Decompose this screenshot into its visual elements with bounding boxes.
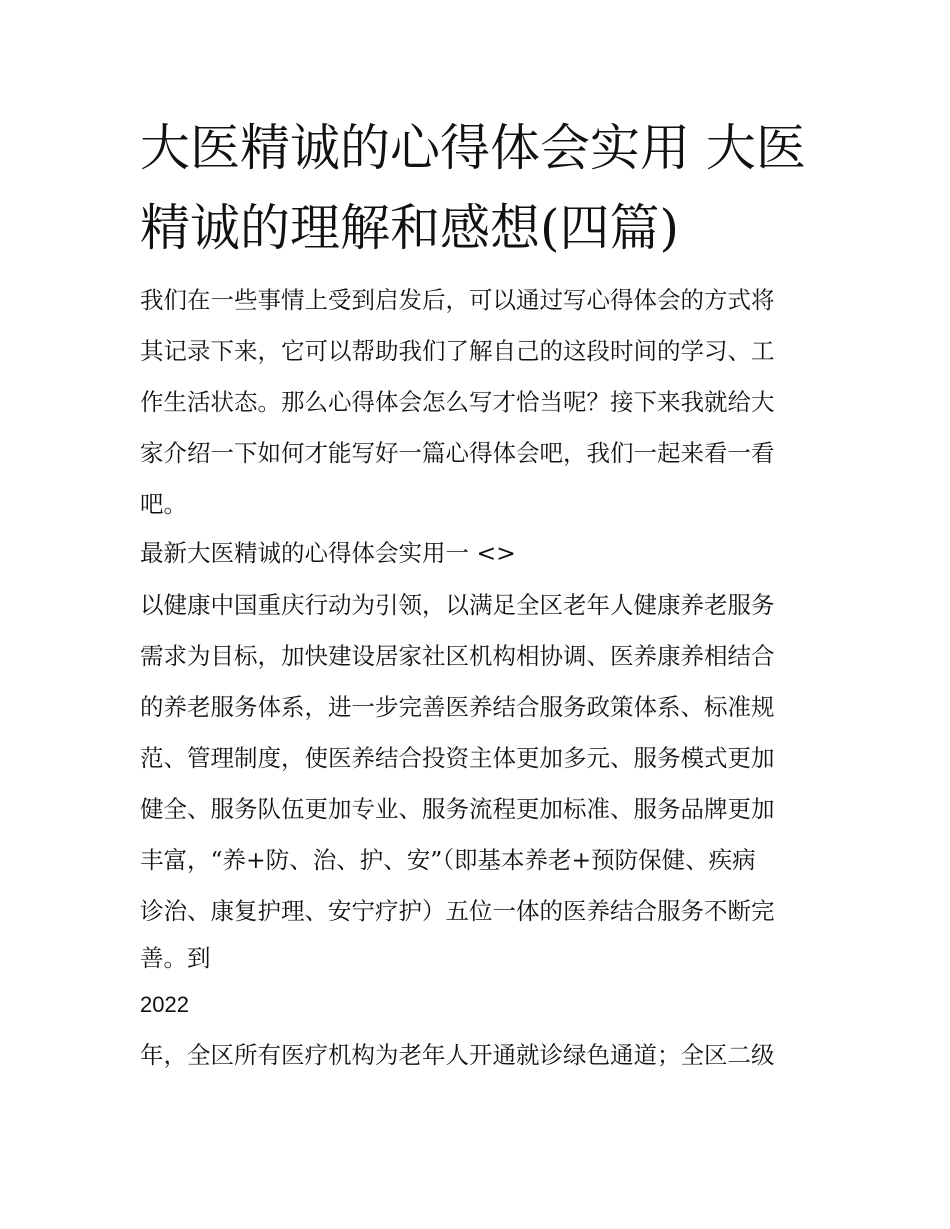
intro-line: 我们在一些事情上受到启发后，可以通过写心得体会的方式将 xyxy=(140,286,775,314)
body-line: 诊治、康复护理、安宁疗护）五位一体的医养结合服务不断完 xyxy=(140,897,775,925)
intro-line: 其记录下来，它可以帮助我们了解自己的这段时间的学习、工 xyxy=(140,337,775,365)
body-line: 范、管理制度，使医养结合投资主体更加多元、服务模式更加 xyxy=(140,744,775,772)
body-line: 以健康中国重庆行动为引领，以满足全区老年人健康养老服务 xyxy=(140,591,775,619)
document-title-line-1: 大医精诚的心得体会实用 大医 xyxy=(140,119,806,177)
body-line: 的养老服务体系，进一步完善医养结合服务政策体系、标准规 xyxy=(140,693,775,721)
body-line: 需求为目标，加快建设居家社区机构相协调、医养康养相结合 xyxy=(140,642,775,670)
document-title-line-2: 精诚的理解和感想(四篇) xyxy=(140,199,680,257)
body-line: 丰富，“养+防、治、护、安”（即基本养老+预防保健、疾病 xyxy=(140,846,756,874)
body-line: 善。到 xyxy=(140,944,211,972)
intro-line: 吧。 xyxy=(140,490,187,518)
intro-line: 家介绍一下如何才能写好一篇心得体会吧，我们一起来看一看 xyxy=(140,439,775,467)
year-text: 2022 xyxy=(140,992,189,1017)
intro-line: 作生活状态。那么心得体会怎么写才恰当呢？接下来我就给大 xyxy=(140,388,775,416)
continuation-line: 年，全区所有医疗机构为老年人开通就诊绿色通道；全区二级 xyxy=(140,1041,775,1069)
body-line: 健全、服务队伍更加专业、服务流程更加标准、服务品牌更加 xyxy=(140,795,775,823)
section-heading: 最新大医精诚的心得体会实用一 <> xyxy=(140,539,516,567)
